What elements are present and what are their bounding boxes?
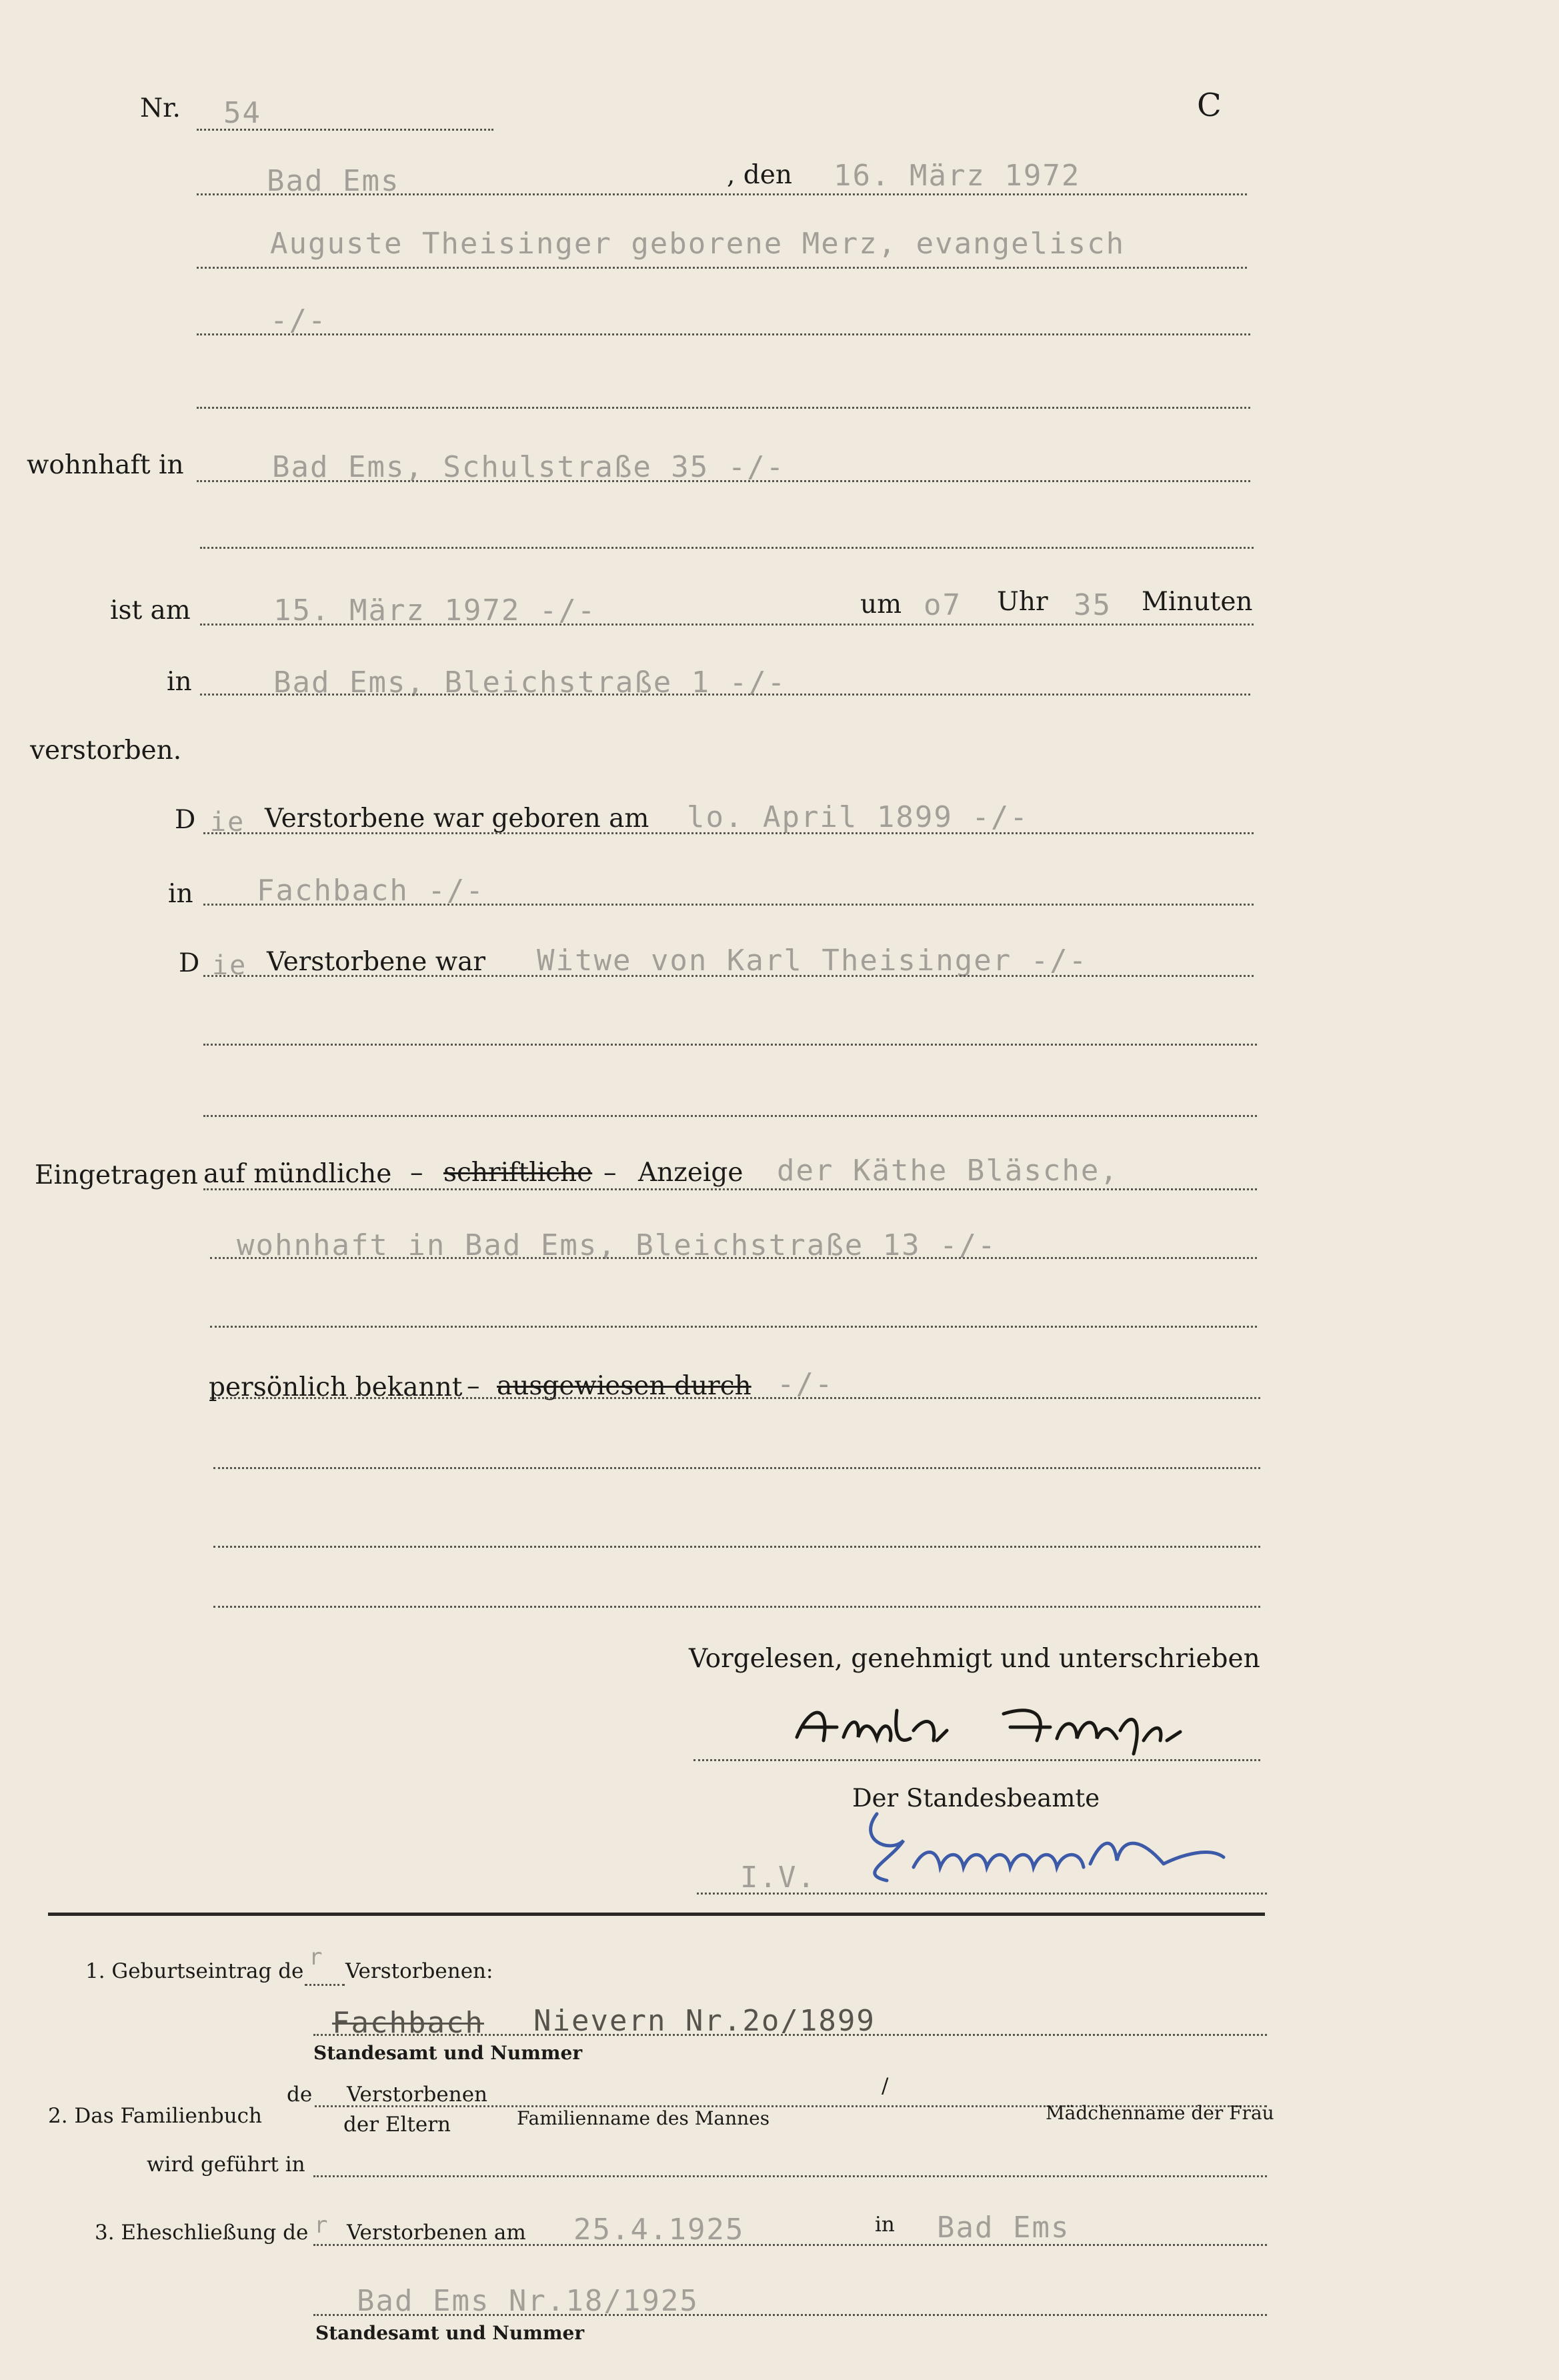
item1-label-b: Verstorbenen: [345, 1959, 493, 1983]
item3-label: 3. Eheschließung de [95, 2221, 309, 2245]
informant-line-3 [210, 1326, 1257, 1328]
bekannt-label: persönlich bekannt [209, 1372, 463, 1402]
item2-de-line [315, 2105, 345, 2107]
birth-date: lo. April 1899 -/- [687, 800, 1029, 834]
residence-line [197, 480, 1250, 482]
informant-signature-line [693, 1759, 1260, 1761]
gefuehrt-label: wird geführt in [147, 2153, 305, 2177]
gefuehrt-line [313, 2175, 1267, 2177]
born-fill: ie [210, 807, 245, 838]
deceased-extra: -/- [270, 303, 327, 337]
familienname-mannes-label: Familienname des Mannes [517, 2107, 770, 2129]
item3-in-label: in [875, 2213, 895, 2237]
name-line-1 [197, 267, 1247, 269]
name-line-3 [197, 407, 1250, 409]
nr-value: 54 [223, 96, 261, 130]
footer-separator [48, 1913, 1265, 1916]
muendlich-label: auf mündliche [203, 1159, 392, 1189]
birth-place: Fachbach -/- [257, 874, 485, 908]
death-date-line [200, 624, 1254, 626]
item1-fill-line [305, 1984, 345, 1986]
dash-2: – [603, 1158, 617, 1188]
identification-line [210, 1397, 1260, 1399]
blank-line-1 [213, 1467, 1260, 1469]
dash-3: – [467, 1371, 480, 1401]
born-prefix: D [175, 805, 196, 835]
item3-fill: r [314, 2212, 329, 2239]
informant-name: der Käthe Bläsche, [777, 1154, 1119, 1188]
blank-line-3 [213, 1606, 1260, 1608]
anzeige-label: Anzeige [638, 1158, 743, 1188]
marriage-registry: Bad Ems Nr.18/1925 [357, 2284, 699, 2318]
born-label: Verstorbene war geboren am [265, 804, 649, 834]
status-prefix: D [179, 948, 200, 978]
corner-letter: C [1197, 87, 1222, 124]
informant-address-line [210, 1257, 1257, 1259]
wohnhaft-label: wohnhaft in [27, 450, 184, 480]
informant-signature [784, 1690, 1264, 1764]
item1-label: 1. Geburtseintrag de [85, 1959, 304, 1983]
death-hour: o7 [924, 588, 962, 622]
ausgewiesen-value: -/- [777, 1367, 834, 1401]
birth-in-label: in [168, 879, 193, 909]
item3-label-b: Verstorbenen am [347, 2221, 526, 2245]
item2-label: 2. Das Familienbuch [48, 2104, 263, 2128]
place-value: Bad Ems [267, 164, 400, 198]
standesamt-nummer-label: Standesamt und Nummer [313, 2042, 583, 2064]
birth-place-line [203, 904, 1254, 906]
marriage-date: 25.4.1925 [573, 2213, 745, 2247]
item2-eltern: der Eltern [343, 2113, 451, 2137]
date-line [197, 193, 1247, 195]
birth-registry-number: Nievern Nr.2o/1899 [533, 2004, 876, 2038]
status-line-3 [203, 1115, 1257, 1117]
item1-fill: r [309, 1944, 324, 1971]
minuten-label: Minuten [1142, 587, 1253, 617]
uhr-label: Uhr [997, 587, 1048, 617]
ist-am-label: ist am [110, 596, 191, 626]
verstorben-label: verstorben. [30, 736, 182, 766]
deceased-name: Auguste Theisinger geborene Merz, evangelisch [270, 227, 1126, 261]
in-label: in [167, 667, 192, 697]
informant-address: wohnhaft in Bad Ems, Bleichstraße 13 -/- [237, 1228, 997, 1262]
status-line-1 [203, 975, 1254, 977]
registration-date: 16. März 1972 [834, 159, 1081, 193]
maedchenname-label: Mädchenname der Frau [1046, 2102, 1274, 2124]
death-minutes: 35 [1074, 588, 1112, 622]
marriage-registry-line [313, 2314, 1267, 2316]
item2-de: de [287, 2083, 313, 2107]
blank-line-2 [213, 1546, 1260, 1548]
item3-line [313, 2244, 1267, 2246]
standesamt-nummer-label-2: Standesamt und Nummer [315, 2322, 585, 2344]
registrar-signature-line [697, 1893, 1267, 1895]
schriftliche-label: schriftliche [443, 1158, 593, 1188]
standesbeamte-label: Der Standesbeamte [852, 1784, 1100, 1813]
status-fill: ie [212, 950, 247, 981]
marriage-place: Bad Ems [937, 2211, 1070, 2245]
dash-1: – [410, 1158, 423, 1188]
informant-line [203, 1188, 1257, 1190]
eingetragen-label: Eingetragen [35, 1160, 198, 1190]
nr-label: Nr. [140, 93, 181, 123]
name-slash: / [882, 2074, 889, 2098]
item1-struck: Fachbach [332, 2006, 484, 2040]
vorgelesen-text: Vorgelesen, genehmigt und unterschrieben [689, 1644, 1260, 1674]
status-label: Verstorbene war [267, 947, 486, 977]
item1-value-line [313, 2034, 1267, 2036]
item2-verstorbenen: Verstorbenen [347, 2083, 488, 2107]
registrar-signature [850, 1794, 1237, 1901]
name-line-2 [197, 333, 1250, 335]
residence-line-2 [200, 547, 1254, 549]
ausgewiesen-label: ausgewiesen durch [497, 1371, 751, 1401]
den-label: , den [727, 160, 792, 190]
iv-label: I.V. [740, 1861, 816, 1895]
death-date: 15. März 1972 -/- [273, 593, 597, 628]
status-value: Witwe von Karl Theisinger -/- [537, 944, 1088, 978]
residence-value: Bad Ems, Schulstraße 35 -/- [272, 450, 786, 484]
nr-line [197, 129, 493, 131]
death-place: Bad Ems, Bleichstraße 1 -/- [273, 666, 787, 700]
birth-date-line [203, 832, 1254, 834]
status-line-2 [203, 1044, 1257, 1046]
death-place-line [200, 694, 1250, 696]
um-label: um [860, 589, 902, 620]
